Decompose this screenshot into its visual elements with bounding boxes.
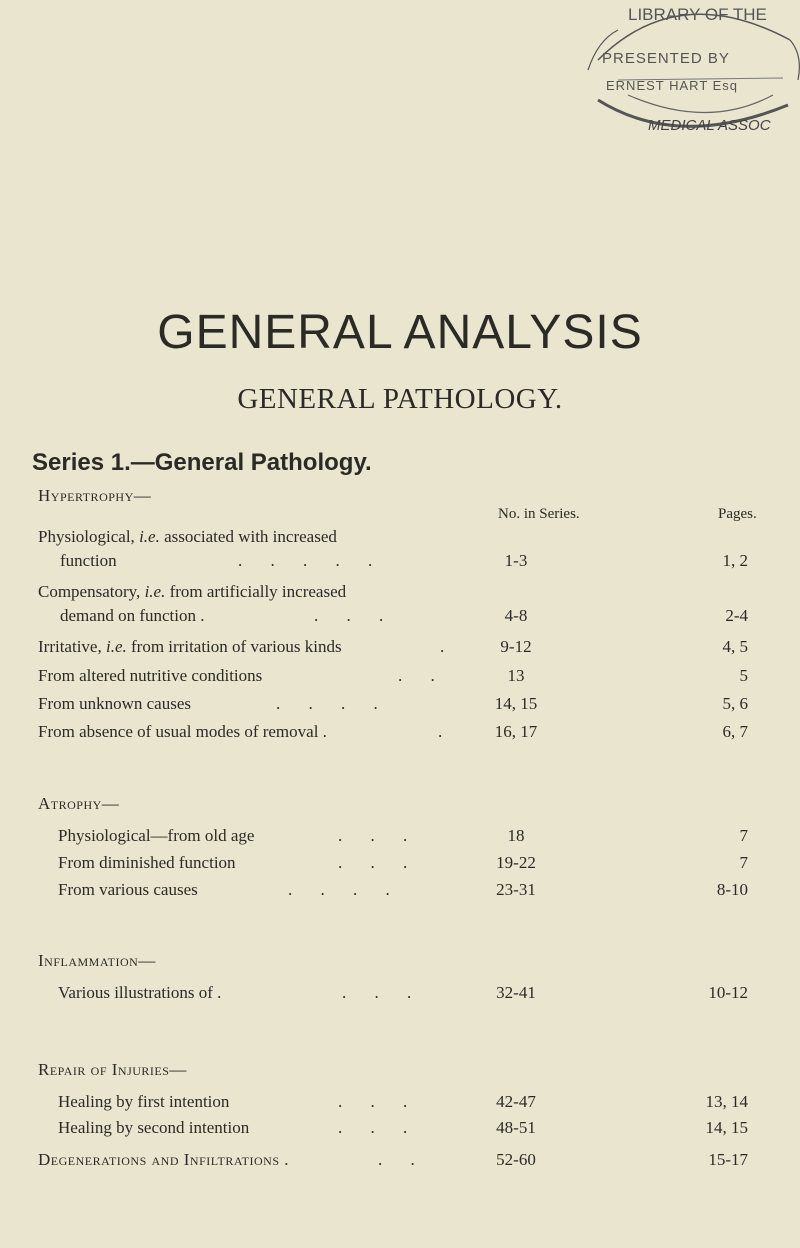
leader-dots: . . . xyxy=(338,1118,420,1137)
stamp-top-text: LIBRARY OF THE xyxy=(628,5,767,24)
leader-dots: . . . xyxy=(338,853,420,872)
entry-label: From various causes xyxy=(58,880,198,899)
page-range: 7 xyxy=(739,853,748,872)
page-range: 1, 2 xyxy=(722,551,748,570)
table-row xyxy=(38,551,758,573)
series-number: 19-22 xyxy=(496,853,536,872)
stamp-seal-graphic xyxy=(558,0,800,150)
series-number: 18 xyxy=(507,826,525,845)
series-number: 9-12 xyxy=(500,637,532,656)
page-range: 14, 15 xyxy=(705,1118,748,1137)
page-subtitle: GENERAL PATHOLOGY. xyxy=(237,383,563,415)
entry-label: Irritative, i.e. from irritation of various kinds xyxy=(38,637,342,656)
series-number: 52-60 xyxy=(496,1150,536,1169)
leader-dots: . . . xyxy=(338,826,420,845)
table-row xyxy=(58,826,778,848)
entry-label: Various illustrations of . xyxy=(58,983,222,1002)
table-row xyxy=(38,694,758,716)
page-range: 5 xyxy=(739,666,748,685)
entry-label: Compensatory, i.e. from artificially increased xyxy=(38,582,347,601)
series-number: 48-51 xyxy=(496,1118,536,1137)
series-number: 42-47 xyxy=(496,1092,536,1111)
leader-dots: . xyxy=(440,637,457,656)
stamp-presented-by: PRESENTED BY xyxy=(602,50,730,67)
page-range: 15-17 xyxy=(708,1150,748,1169)
table-row xyxy=(58,853,778,875)
leader-dots: . . . . xyxy=(288,880,402,899)
entry-label: Physiological, i.e. associated with increased xyxy=(38,527,337,546)
leader-dots: . . . . . xyxy=(238,551,385,570)
leader-dots: . . . xyxy=(342,983,424,1002)
leader-dots: . . xyxy=(378,1150,427,1169)
table-row xyxy=(38,1150,758,1172)
section-heading-hypertrophy: Hypertrophy— xyxy=(38,486,152,505)
series-number: 23-31 xyxy=(496,880,536,899)
table-row xyxy=(38,527,758,549)
page-range: 8-10 xyxy=(716,880,748,899)
table-row xyxy=(58,1092,778,1114)
entry-label-cont: function xyxy=(60,551,117,570)
series-number: 4-8 xyxy=(504,606,528,625)
table-row xyxy=(58,983,778,1005)
section-heading-atrophy: Atrophy— xyxy=(38,794,120,813)
page-range: 5, 6 xyxy=(722,694,748,713)
page-range: 7 xyxy=(739,826,748,845)
leader-dots: . . xyxy=(398,666,447,685)
entry-label: Healing by first intention xyxy=(58,1092,230,1111)
leader-dots: . . . . xyxy=(276,694,390,713)
table-row xyxy=(38,666,758,688)
entry-label: Healing by second intention xyxy=(58,1118,250,1137)
entry-label: From altered nutritive conditions xyxy=(38,666,263,685)
series-number: 1-3 xyxy=(504,551,528,570)
page-range: 4, 5 xyxy=(722,637,748,656)
section-heading-repair: Repair of Injuries— xyxy=(38,1060,187,1079)
entry-label: From diminished function xyxy=(58,853,236,872)
leader-dots: . xyxy=(438,722,455,741)
table-row xyxy=(38,637,758,659)
entry-label: Physiological—from old age xyxy=(58,826,255,845)
page-range: 6, 7 xyxy=(722,722,748,741)
library-stamp xyxy=(558,0,800,150)
page-range: 10-12 xyxy=(708,983,748,1002)
column-header-pages: Pages. xyxy=(718,506,757,522)
table-row xyxy=(38,582,758,604)
entry-label-cont: demand on function . xyxy=(60,606,205,625)
series-number: 14, 15 xyxy=(494,694,538,713)
table-row xyxy=(58,880,778,902)
series-heading: Series 1.—General Pathology. xyxy=(32,449,372,476)
table-row xyxy=(38,606,758,628)
stamp-donor: ERNEST HART Esq xyxy=(606,78,739,93)
page-range: 2-4 xyxy=(725,606,748,625)
page-title: GENERAL ANALYSIS xyxy=(157,306,643,359)
leader-dots: . . . xyxy=(338,1092,420,1111)
series-number: 32-41 xyxy=(496,983,536,1002)
page-range: 13, 14 xyxy=(705,1092,748,1111)
entry-label: Degenerations and Infiltrations . xyxy=(38,1150,289,1169)
entry-label: From unknown causes xyxy=(38,694,191,713)
section-heading-inflammation: Inflammation— xyxy=(38,951,156,970)
table-row xyxy=(38,722,758,744)
stamp-bottom-text: MEDICAL ASSOC xyxy=(648,117,771,134)
series-number: 16, 17 xyxy=(494,722,538,741)
table-row xyxy=(58,1118,778,1140)
entry-label: From absence of usual modes of removal . xyxy=(38,722,327,741)
column-header-no-in-series: No. in Series. xyxy=(498,506,580,522)
series-number: 13 xyxy=(507,666,525,685)
leader-dots: . . . xyxy=(314,606,396,625)
